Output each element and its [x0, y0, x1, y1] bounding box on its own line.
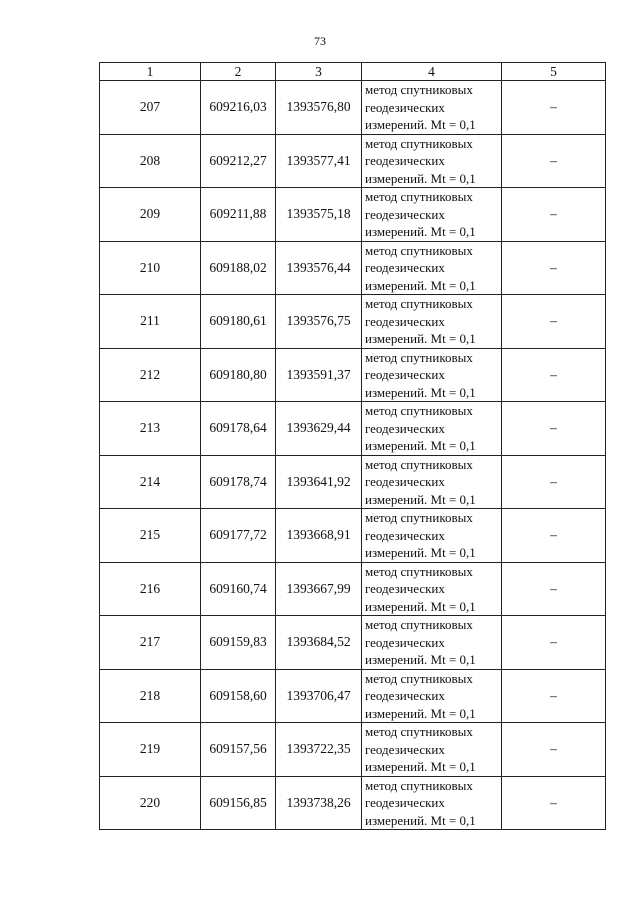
method-cell — [362, 455, 502, 509]
method-cell — [362, 669, 502, 723]
method-line: измерений. Mt = 0,1 — [365, 331, 476, 346]
x-coordinate-cell: 609158,60 — [201, 669, 276, 723]
note-cell — [502, 295, 606, 349]
y-coordinate-cell: 1393668,91 — [276, 509, 362, 563]
method-line: геодезических — [365, 741, 445, 757]
page-number: 73 — [314, 34, 326, 48]
y-coordinate-cell: 1393722,35 — [276, 723, 362, 777]
y-coordinate-cell: 1393575,18 — [276, 188, 362, 242]
method-line: метод спутниковых — [365, 777, 473, 793]
table-row — [100, 81, 606, 135]
method-line: геодезических — [365, 581, 445, 596]
method-line: геодезических — [365, 206, 445, 222]
method-line: геодезических — [365, 688, 445, 703]
note-dash: – — [550, 313, 557, 329]
note-dash: – — [550, 634, 557, 650]
method-cell — [362, 81, 502, 135]
note-cell — [502, 188, 606, 242]
method-line: метод спутниковых — [365, 563, 473, 579]
method-line: геодезических — [365, 367, 445, 382]
table-row — [100, 616, 606, 670]
point-number-cell: 216 — [100, 562, 201, 616]
note-dash: – — [550, 259, 557, 275]
x-coordinate-cell: 609178,64 — [201, 402, 276, 456]
note-dash: – — [550, 794, 557, 810]
method-line: геодезических — [365, 795, 445, 810]
method-cell — [362, 188, 502, 242]
method-line: метод спутниковых — [365, 670, 473, 686]
x-coordinate-cell: 609159,83 — [201, 616, 276, 670]
y-coordinate-cell: 1393629,44 — [276, 402, 362, 456]
note-dash: – — [550, 420, 557, 436]
x-coordinate-cell: 609216,03 — [201, 81, 276, 135]
method-cell — [362, 402, 502, 456]
table-row — [100, 134, 606, 188]
method-line: измерений. Mt = 0,1 — [365, 117, 476, 132]
method-line: измерений. Mt = 0,1 — [365, 759, 476, 774]
coordinates-table — [99, 62, 606, 830]
method-cell — [362, 776, 502, 830]
table-row — [100, 723, 606, 777]
method-line: геодезических — [365, 474, 445, 489]
method-line: метод спутниковых — [365, 349, 473, 365]
table-body — [100, 81, 606, 830]
y-coordinate-cell: 1393641,92 — [276, 455, 362, 509]
header-col-2: 2 — [201, 63, 276, 81]
x-coordinate-cell: 609157,56 — [201, 723, 276, 777]
method-line: геодезических — [365, 313, 445, 329]
y-coordinate-cell: 1393577,41 — [276, 134, 362, 188]
y-coordinate-cell: 1393667,99 — [276, 562, 362, 616]
table-row — [100, 776, 606, 830]
x-coordinate-cell: 609180,61 — [201, 295, 276, 349]
method-line: измерений. Mt = 0,1 — [365, 812, 476, 828]
method-line: измерений. Mt = 0,1 — [365, 438, 476, 453]
header-col-1: 1 — [100, 63, 201, 81]
method-line: геодезических — [365, 260, 445, 275]
note-dash: – — [550, 206, 557, 222]
point-number-cell: 213 — [100, 402, 201, 456]
note-cell — [502, 669, 606, 723]
method-cell — [362, 509, 502, 563]
header-row — [100, 63, 606, 81]
method-line: метод спутниковых — [365, 456, 473, 472]
x-coordinate-cell: 609188,02 — [201, 241, 276, 295]
method-line: измерений. Mt = 0,1 — [365, 598, 476, 614]
y-coordinate-cell: 1393738,26 — [276, 776, 362, 830]
note-cell — [502, 723, 606, 777]
point-number-cell: 212 — [100, 348, 201, 402]
note-cell — [502, 776, 606, 830]
y-coordinate-cell: 1393706,47 — [276, 669, 362, 723]
method-line: метод спутниковых — [365, 242, 473, 258]
method-cell — [362, 134, 502, 188]
header-col-4: 4 — [362, 63, 502, 81]
method-line: метод спутниковых — [365, 617, 473, 632]
method-line: измерений. Mt = 0,1 — [365, 384, 476, 400]
point-number-cell: 219 — [100, 723, 201, 777]
x-coordinate-cell: 609160,74 — [201, 562, 276, 616]
x-coordinate-cell: 609178,74 — [201, 455, 276, 509]
method-line: метод спутниковых — [365, 510, 473, 525]
point-number-cell: 215 — [100, 509, 201, 563]
method-line: метод спутниковых — [365, 135, 473, 151]
note-cell — [502, 134, 606, 188]
method-line: метод спутниковых — [365, 724, 473, 739]
table-row — [100, 241, 606, 295]
note-cell — [502, 455, 606, 509]
note-dash: – — [550, 99, 557, 115]
method-line: измерений. Mt = 0,1 — [365, 545, 476, 560]
point-number-cell: 220 — [100, 776, 201, 830]
note-dash: – — [550, 527, 557, 543]
table-row — [100, 295, 606, 349]
note-dash: – — [550, 580, 557, 596]
y-coordinate-cell: 1393591,37 — [276, 348, 362, 402]
method-line: геодезических — [365, 153, 445, 168]
note-dash: – — [550, 687, 557, 703]
point-number-cell: 210 — [100, 241, 201, 295]
method-line: измерений. Mt = 0,1 — [365, 491, 476, 507]
method-cell — [362, 723, 502, 777]
point-number-cell: 211 — [100, 295, 201, 349]
note-dash: – — [550, 366, 557, 382]
note-cell — [502, 241, 606, 295]
point-number-cell: 209 — [100, 188, 201, 242]
point-number-cell: 207 — [100, 81, 201, 135]
method-line: измерений. Mt = 0,1 — [365, 277, 476, 293]
method-line: измерений. Mt = 0,1 — [365, 224, 476, 239]
method-cell — [362, 348, 502, 402]
y-coordinate-cell: 1393576,75 — [276, 295, 362, 349]
note-cell — [502, 402, 606, 456]
point-number-cell: 214 — [100, 455, 201, 509]
table-row — [100, 509, 606, 563]
method-cell — [362, 295, 502, 349]
table-header — [100, 63, 606, 81]
method-line: метод спутниковых — [365, 296, 473, 311]
point-number-cell: 218 — [100, 669, 201, 723]
method-line: метод спутниковых — [365, 189, 473, 204]
header-col-5: 5 — [502, 63, 606, 81]
table-row — [100, 402, 606, 456]
x-coordinate-cell: 609180,80 — [201, 348, 276, 402]
note-dash: – — [550, 473, 557, 489]
method-line: геодезических — [365, 420, 445, 436]
method-cell — [362, 241, 502, 295]
method-line: геодезических — [365, 99, 445, 115]
table-row — [100, 188, 606, 242]
note-dash: – — [550, 741, 557, 757]
table-row — [100, 669, 606, 723]
header-col-3: 3 — [276, 63, 362, 81]
x-coordinate-cell: 609212,27 — [201, 134, 276, 188]
y-coordinate-cell: 1393576,44 — [276, 241, 362, 295]
point-number-cell: 217 — [100, 616, 201, 670]
table-row — [100, 348, 606, 402]
y-coordinate-cell: 1393684,52 — [276, 616, 362, 670]
method-line: метод спутниковых — [365, 82, 473, 97]
y-coordinate-cell: 1393576,80 — [276, 81, 362, 135]
point-number-cell: 208 — [100, 134, 201, 188]
method-line: метод спутниковых — [365, 403, 473, 418]
note-cell — [502, 509, 606, 563]
method-line: измерений. Mt = 0,1 — [365, 652, 476, 667]
table-row — [100, 455, 606, 509]
method-line: измерений. Mt = 0,1 — [365, 170, 476, 186]
table-row — [100, 562, 606, 616]
method-cell — [362, 616, 502, 670]
note-cell — [502, 616, 606, 670]
note-dash: – — [550, 152, 557, 168]
note-cell — [502, 348, 606, 402]
note-cell — [502, 81, 606, 135]
method-line: измерений. Mt = 0,1 — [365, 705, 476, 721]
x-coordinate-cell: 609211,88 — [201, 188, 276, 242]
method-line: геодезических — [365, 634, 445, 650]
note-cell — [502, 562, 606, 616]
x-coordinate-cell: 609177,72 — [201, 509, 276, 563]
x-coordinate-cell: 609156,85 — [201, 776, 276, 830]
method-line: геодезических — [365, 527, 445, 543]
method-cell — [362, 562, 502, 616]
